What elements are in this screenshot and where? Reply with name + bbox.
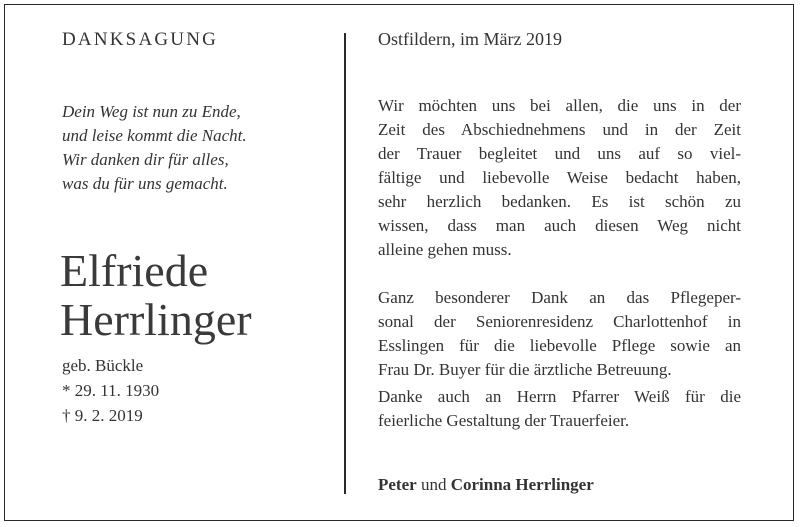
text-line: Esslingen für die liebevolle Pflege sowie an [378, 336, 741, 355]
poem [62, 100, 247, 196]
poem-line: und leise kommt die Nacht. [62, 126, 247, 145]
text-line: Frau Dr. Buyer für die ärztliche Betreuung. [378, 360, 672, 379]
text-line: Zeit des Abschiednehmens und in der Zeit [378, 120, 741, 139]
column-divider [344, 33, 346, 494]
text-line: Ganz besonderer Dank an das Pflegeper- [378, 288, 741, 307]
poem-line: was du für uns gemacht. [62, 174, 228, 193]
death-date: † 9. 2. 2019 [62, 406, 143, 425]
text-line: feierliche Gestaltung der Trauerfeier. [378, 411, 630, 430]
signature-connector: und [420, 475, 447, 494]
text-line: alleine gehen muss. [378, 240, 512, 259]
signature-name-2: Corinna Herrlinger [450, 475, 594, 494]
text-line: sehr herzlich bedanken. Es ist schön zu [378, 192, 741, 211]
signature [378, 475, 594, 495]
signature-name-1: Peter [378, 475, 417, 494]
place-date: Ostfildern, im März 2019 [378, 29, 562, 49]
birth-date: * 29. 11. 1930 [62, 381, 160, 400]
life-dates [62, 353, 159, 428]
poem-line: Wir danken dir für alles, [62, 150, 229, 169]
text-line: wissen, dass man auch diesen Weg nicht [378, 216, 741, 235]
poem-line: Dein Weg ist nun zu Ende, [62, 102, 241, 121]
deceased-first-name: Elfriede [60, 245, 209, 296]
text-line: fältige und liebevolle Weise bedacht haben, [378, 168, 741, 187]
text-line: Wir möchten uns bei allen, die uns in der [378, 96, 741, 115]
thanks-paragraph-2 [378, 286, 741, 382]
deceased-last-name: Herrlinger [60, 294, 252, 345]
notice-heading: DANKSAGUNG [62, 29, 219, 50]
text-line: Danke auch an Herrn Pfarrer Weiß für die [378, 387, 741, 406]
thanks-paragraph-1 [378, 94, 741, 262]
text-line: der Trauer begleitet und uns auf so viel- [378, 144, 741, 163]
text-line: sonal der Seniorenresidenz Charlottenhof in [378, 312, 741, 331]
deceased-name [60, 246, 252, 344]
thanks-paragraph-3 [378, 385, 741, 433]
birth-name: geb. Bückle [62, 356, 144, 375]
